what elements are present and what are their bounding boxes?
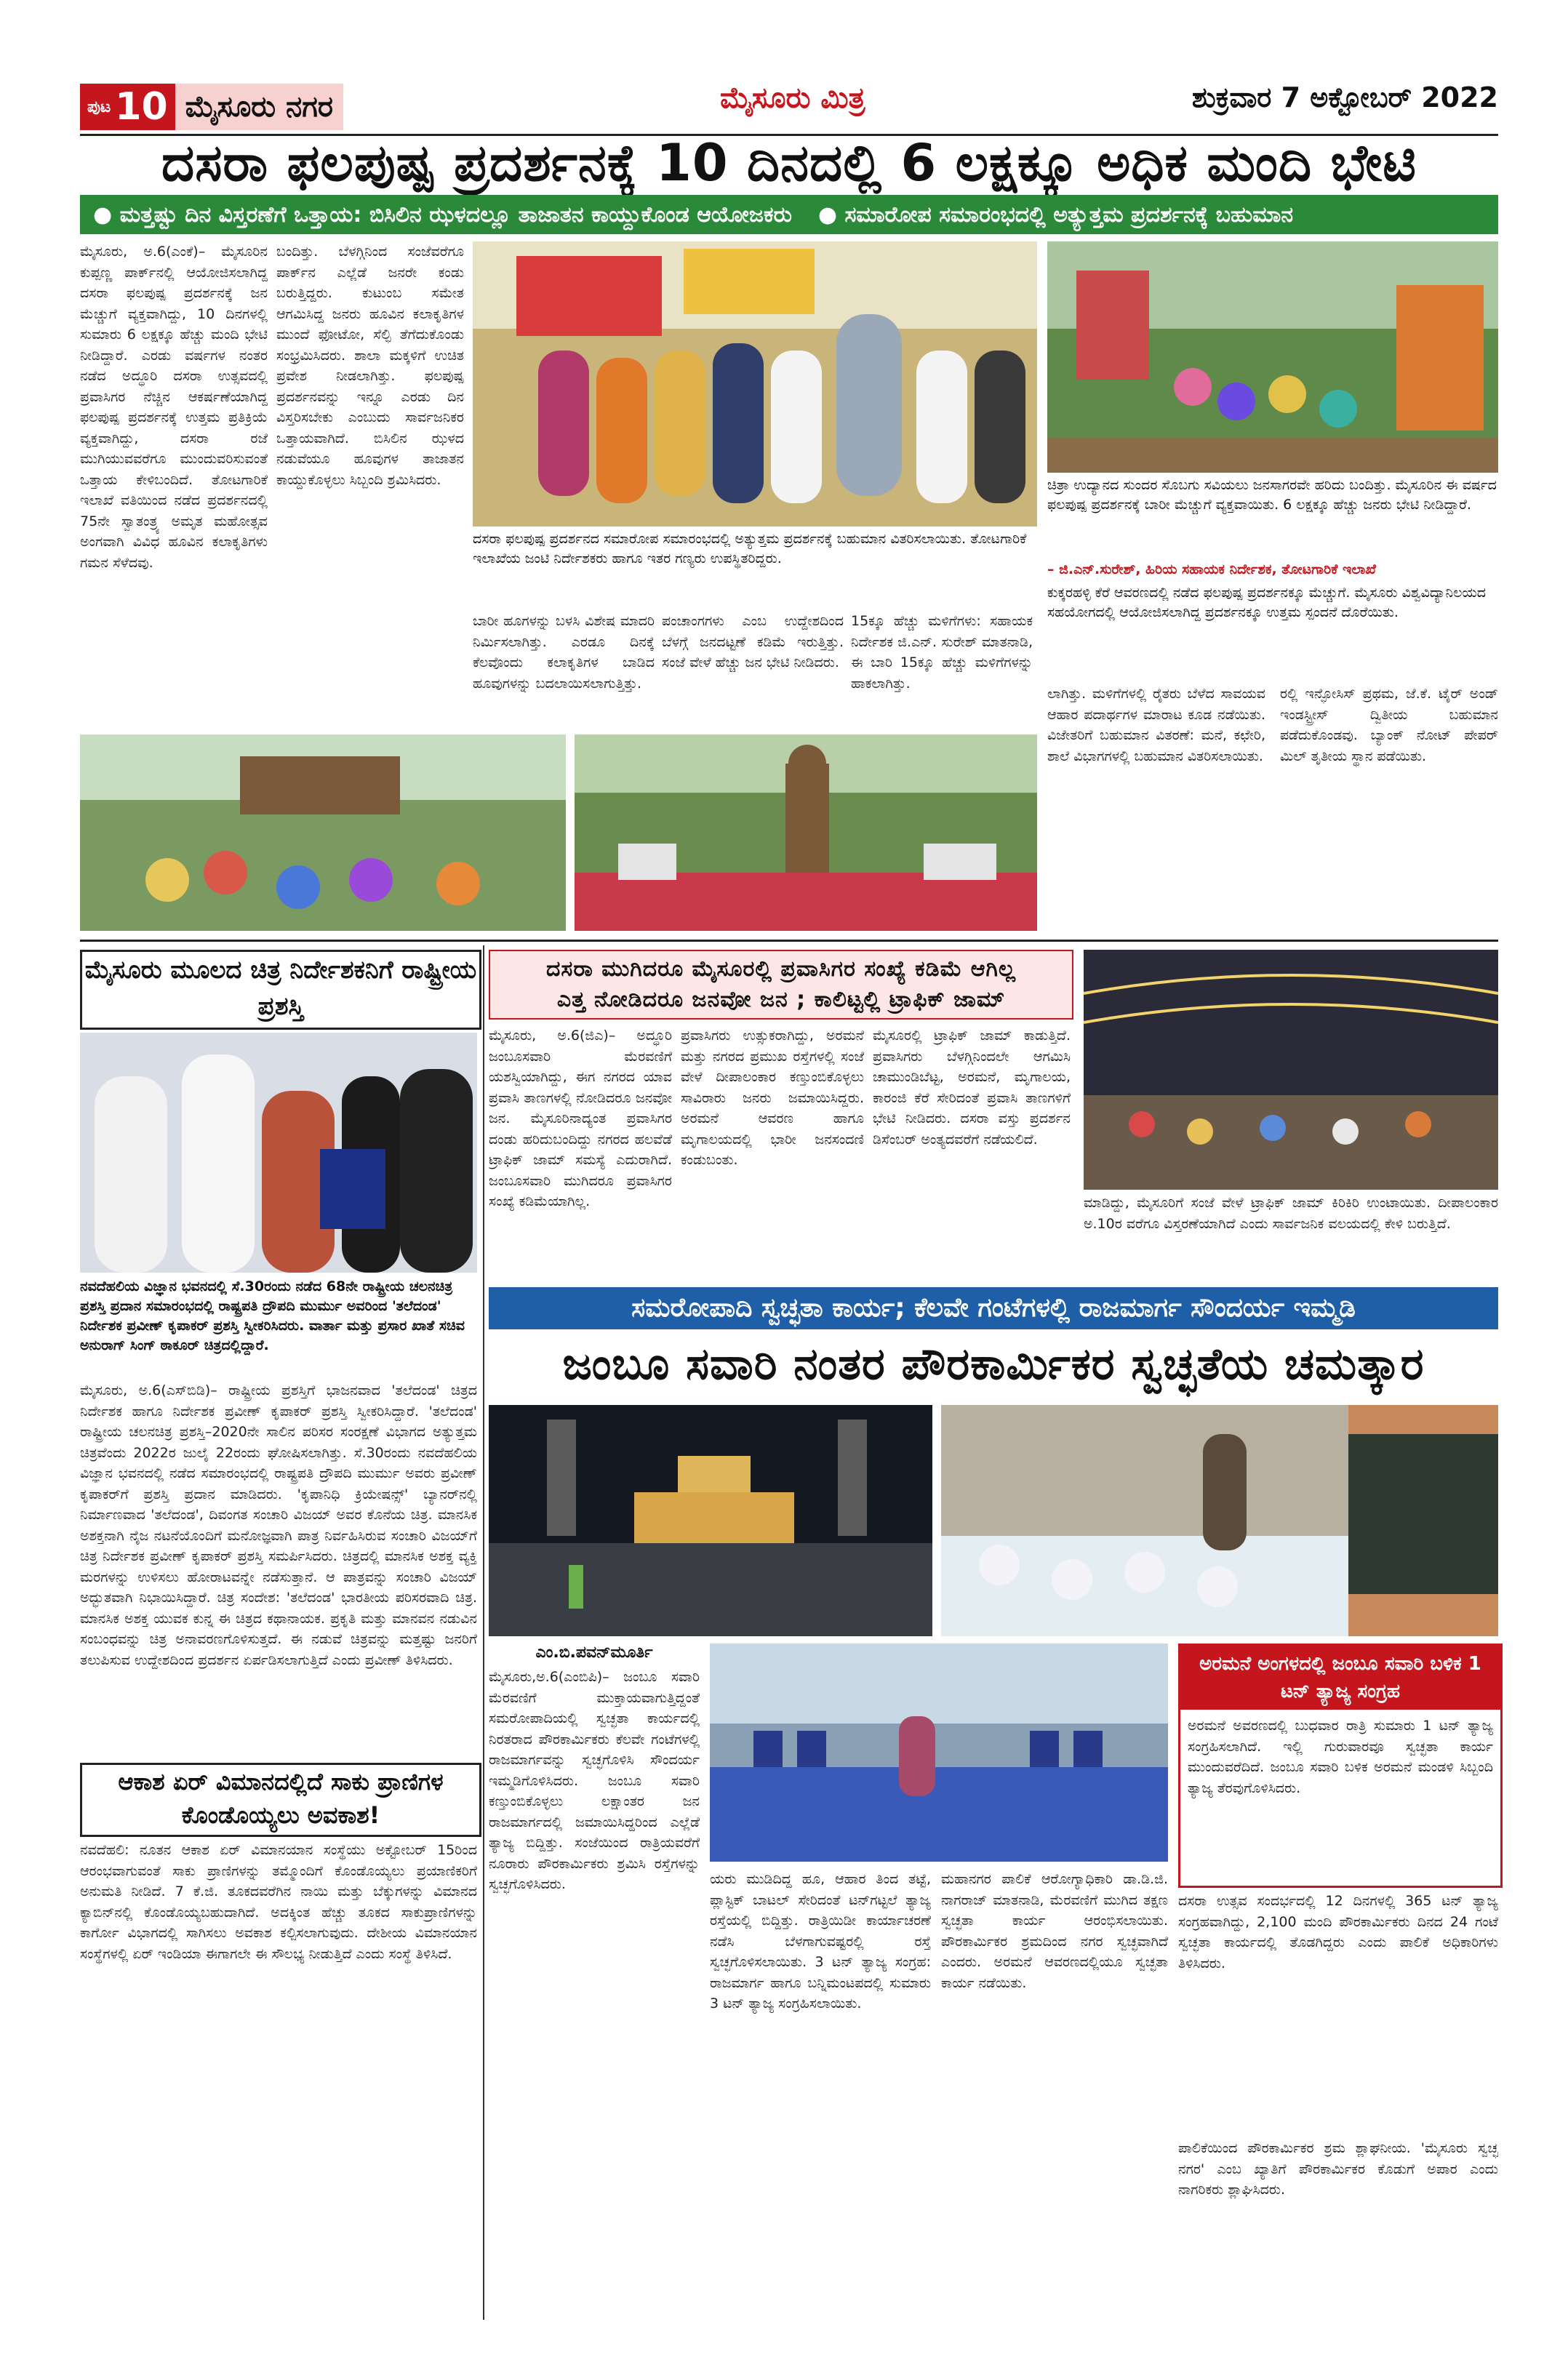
tourist-col-1: ಮೈಸೂರು, ಅ.6(ಜಿಎ)– ಅದ್ಧೂರಿ ಜಂಬೂಸವಾರಿ ಮೆರವಣಿಗೆ ಯಶಸ್ವಿಯಾಗಿದ್ದು, ಈಗ ನಗರದ ಯಾವ ಪ್ರವಾಸಿ ತಾಣಗಳಲ್ಲಿ ನೋಡಿದರೂ ಜನವೋ ಜನ. ಮೈಸೂರಿನಾದ್ಯಂತ ಪ್ರವಾಸಿಗರ ದಂಡು ಹರಿದುಬಂದಿದ್ದು ನಗರದ ಹಲವೆಡೆ ಟ್ರಾಫಿಕ್ ಜಾಮ್ ಸಮಸ್ಯೆ ಎದುರಾಗಿದೆ. ಜಂಬೂಸವಾರಿ ಮುಗಿದರೂ ಪ್ರವಾಸಿಗರ ಸಂಖ್ಯೆ ಕಡಿಮೆಯಾಗಿಲ್ಲ. (489, 1028, 672, 1209)
lead-subhead-left: ● ಮತ್ತಷ್ಟು ದಿನ ವಿಸ್ತರಣೆಗೆ ಒತ್ತಾಯ: ಬಿಸಿಲಿನ ಝಳದಲ್ಲೂ ತಾಜಾತನ ಕಾಯ್ದುಕೊಂಡ ಆಯೋಜಕರು (93, 201, 792, 228)
kukkarahalli-note: ಕುಕ್ಕರಹಳ್ಳಿ ಕೆರೆ ಆವರಣದಲ್ಲಿ ನಡೆದ ಫಲಪುಷ್ಪ ಪ್ರದರ್ಶನಕ್ಕೂ ಮೆಚ್ಚುಗೆ. ಮೈಸೂರು ವಿಶ್ವವಿದ್ಯಾನಿಲಯದ ಸಹಯೋಗದಲ್ಲಿ ಆಯೋಜಿಸಲಾಗಿದ್ದ ಪ್ರದರ್ಶನಕ್ಕೂ ಉತ್ತಮ ಸ್ಪಂದನೆ ದೊರೆಯಿತು. (1047, 585, 1487, 620)
tourist-headline-line-1: ದಸರಾ ಮುಗಿದರೂ ಮೈಸೂರಲ್ಲಿ ಪ್ರವಾಸಿಗರ ಸಂಖ್ಯೆ ಕಡಿಮೆ ಆಗಿಲ್ಲ (546, 956, 1016, 982)
award-ceremony-photo (80, 1033, 477, 1273)
page-number-box (80, 84, 175, 130)
tourist-col-2: ಪ್ರವಾಸಿಗರು ಉತ್ಸುಕರಾಗಿದ್ದು, ಅರಮನೆ ಮತ್ತು ನಗರದ ಪ್ರಮುಖ ರಸ್ತೆಗಳಲ್ಲಿ ಸಂಜೆ ವೇಳೆ ದೀಪಾಲಂಕಾರ ಕಣ್ತುಂಬಿಕೊಳ್ಳಲು ಸಾವಿರಾರು ಜನರು ಜಮಾಯಿಸಿದ್ದರು. ಅರಮನೆ ಆವರಣ ಹಾಗೂ ಮೃಗಾಲಯದಲ್ಲಿ ಭಾರೀ ಜನಸಂದಣಿ ಕಂಡುಬಂತು. (681, 1028, 864, 1168)
statue-display-photo (575, 734, 1037, 931)
lead-subhead-bar (80, 195, 1498, 234)
park-photo-caption: ಚಿತ್ರಾ ಉದ್ಯಾನದ ಸುಂದರ ಸೊಬಗು ಸವಿಯಲು ಜನಸಾಗರವೇ ಹರಿದು ಬಂದಿತ್ತು. ಮೈಸೂರಿನ ಈ ವರ್ಷದ ಫಲಪುಷ್ಪ ಪ್ರದರ್ಶನಕ್ಕೆ ಬಾರೀ ಮೆಚ್ಚುಗೆ ವ್ಯಕ್ತವಾಯಿತು. 6 ಲಕ್ಷಕ್ಕೂ ಹೆಚ್ಚು ಜನರು ಭೇಟಿ ನೀಡಿದ್ದಾರೆ. (1047, 477, 1497, 513)
ceremony-photo-caption: ದಸರಾ ಫಲಪುಷ್ಪ ಪ್ರದರ್ಶನದ ಸಮಾರೋಪ ಸಮಾರಂಭದಲ್ಲಿ ಅತ್ಯುತ್ತಮ ಪ್ರದರ್ಶನಕ್ಕೆ ಬಹುಮಾನ ವಿತರಿಸಲಾಯಿತು. ತೋಟಗಾರಿಕೆ ಇಲಾಖೆಯ ಜಂಟಿ ನಿರ್ದೇಶಕರು ಹಾಗೂ ಇತರ ಗಣ್ಯರು ಉಪಸ್ಥಿತರಿದ್ದರು. (473, 531, 1027, 567)
tourist-col-4: ಮಾಡಿದ್ದು, ಮೈಸೂರಿಗೆ ಸಂಜೆ ವೇಳೆ ಟ್ರಾಫಿಕ್ ಜಾಮ್ ಕಿರಿಕಿರಿ ಉಂಟಾಯಿತು. ದೀಪಾಲಂಕಾರ ಅ.10ರ ವರೆಗೂ ವಿಸ್ತರಣೆಯಾಗಿದೆ ಎಂದು ಸಾರ್ವಜನಿಕ ವಲಯದಲ್ಲಿ ಕೇಳಿ ಬರುತ್ತಿದೆ. (1084, 1195, 1498, 1232)
park-photo-credit: – ಜಿ.ಎನ್.ಸುರೇಶ್, ಹಿರಿಯ ಸಹಾಯಕ ನಿರ್ದೇಶಕ, ತೋಟಗಾರಿಕೆ ಇಲಾಖೆ (1047, 561, 1377, 577)
palace-waste-sidebar (1178, 1644, 1503, 1888)
award-headline: ಮೈಸೂರು ಮೂಲದ ಚಿತ್ರ ನಿರ್ದೇಶಕನಿಗೆ ರಾಷ್ಟ್ರೀಯ ಪ್ರಶಸ್ತಿ (80, 950, 481, 1030)
lead-mid-col-1: ಬಾರೀ ಹೂಗಳನ್ನು ಬಳಸಿ ವಿಶೇಷ ಮಾದರಿ ನಿರ್ಮಿಸಲಾಗಿತ್ತು. ಎರಡೂ ದಿನಕ್ಕೆ ಕೆಲವೊಂದು ಕಲಾಕೃತಿಗಳ ಬಾಡಿದ ಹೂವುಗಳನ್ನು ಬದಲಾಯಿಸಲಾಗುತ್ತಿತ್ತು. (473, 613, 655, 692)
page-number: 10 (115, 85, 168, 129)
lead-mid-col-3: 15ಕ್ಕೂ ಹೆಚ್ಚು ಮಳಿಗೆಗಳು: ಸಹಾಯಕ ನಿರ್ದೇಶಕ ಜಿ.ಎನ್. ಸುರೇಶ್ ಮಾತನಾಡಿ, ಈ ಬಾರಿ 15ಕ್ಕೂ ಹೆಚ್ಚು ಮಳಿಗೆಗಳನ್ನು ಹಾಕಲಾಗಿತ್ತು. (851, 613, 1033, 692)
flower-show-crowd-photo (80, 734, 566, 931)
sidebar-body: ಅರಮನೆ ಅವರಣದಲ್ಲಿ ಬುಧವಾರ ರಾತ್ರಿ ಸುಮಾರು 1 ಟನ್ ತ್ಯಾಜ್ಯ ಸಂಗ್ರಹಿಸಲಾಗಿದೆ. ಇಲ್ಲಿ ಗುರುವಾರವೂ ಸ್ವಚ್ಛತಾ ಕಾರ್ಯ ಮುಂದುವರೆದಿದೆ. ಜಂಬೂ ಸವಾರಿ ಬಳಿಕ ಅರಮನೆ ಮಂಡಳಿ ಸಿಬ್ಬಂದಿ ತ್ಯಾಜ್ಯ ತೆರವುಗೊಳಿಸಿದರು. (1188, 1718, 1493, 1796)
tourist-headline (489, 950, 1073, 1020)
lead-subhead-right: ● ಸಮಾರೋಪ ಸಮಾರಂಭದಲ್ಲಿ ಅತ್ಯುತ್ತಮ ಪ್ರದರ್ಶನಕ್ಕೆ ಬಹುಮಾನ (817, 201, 1294, 228)
sidebar-title: ಅರಮನೆ ಅಂಗಳದಲ್ಲಿ ಜಂಬೂ ಸವಾರಿ ಬಳಿಕ 1 ಟನ್ ತ್ಯಾಜ್ಯ ಸಂಗ್ರಹ (1180, 1646, 1500, 1710)
park-crowd-photo (1047, 241, 1498, 473)
lead-mid-col-5: ರಲ್ಲಿ ಇನ್ಫೋಸಿಸ್ ಪ್ರಥಮ, ಜೆ.ಕೆ. ಟೈರ್ ಅಂಡ್ ಇಂಡಸ್ಟ್ರೀಸ್ ದ್ವಿತೀಯ ಬಹುಮಾನ ಪಡೆದುಕೊಂಡವು. ಬ್ಯಾಂಕ್ ನೋಟ್ ಪೇಪರ್ ಮಿಲ್ ತೃತೀಯ ಸ್ಥಾನ ಪಡೆಯಿತು. (1280, 686, 1498, 764)
airline-body: ನವದೆಹಲಿ: ನೂತನ ಆಕಾಶ ಏರ್ ವಿಮಾನಯಾನ ಸಂಸ್ಥೆಯು ಅಕ್ಟೋಬರ್ 15ರಿಂದ ಆರಂಭವಾಗುವಂತೆ ಸಾಕು ಪ್ರಾಣಿಗಳನ್ನು ತಮ್ಮೊಂದಿಗೆ ಕೊಂಡೊಯ್ಯಲು ಪ್ರಯಾಣಿಕರಿಗೆ ಅನುಮತಿ ನೀಡಿದೆ. 7 ಕೆ.ಜಿ. ತೂಕದವರೆಗಿನ ನಾಯಿ ಮತ್ತು ಬೆಕ್ಕುಗಳನ್ನು ವಿಮಾನದ ಕ್ಯಾಬಿನ್‌ನಲ್ಲಿ ಕೊಂಡೊಯ್ಯಬಹುದಾಗಿದೆ. ಅದಕ್ಕಿಂತ ಹೆಚ್ಚು ತೂಕದ ಸಾಕುಪ್ರಾಣಿಗಳನ್ನು ಕಾರ್ಗೋ ವಿಭಾಗದಲ್ಲಿ ಸಾಗಿಸಲು ಅವಕಾಶ ಕಲ್ಪಿಸಲಾಗುವುದು. ದೇಶೀಯ ವಿಮಾನಯಾನ ಸಂಸ್ಥೆಗಳಲ್ಲಿ ಏರ್ ಇಂಡಿಯಾ ಈಗಾಗಲೇ ಈ ಸೌಲಭ್ಯ ನೀಡುತ್ತಿದೆ ಎಂದು ಸಂಸ್ಥೆ ತಿಳಿಸಿದೆ. (80, 1842, 477, 1962)
night-cleanup-photo (489, 1405, 932, 1636)
lead-mid-col-4: ಲಾಗಿತ್ತು. ಮಳಿಗೆಗಳಲ್ಲಿ ರೈತರು ಬೆಳೆದ ಸಾವಯವ ಆಹಾರ ಪದಾರ್ಥಗಳ ಮಾರಾಟ ಕೂಡ ನಡೆಯಿತು. ವಿಜೇತರಿಗೆ ಬಹುಮಾನ ವಿತರಣೆ: ಮನೆ, ಕಛೇರಿ, ಶಾಲೆ ವಿಭಾಗಗಳಲ್ಲಿ ಬಹುಮಾನ ವಿತರಿಸಲಾಯಿತು. (1047, 686, 1265, 764)
page-word: ಪುಟ (87, 97, 111, 116)
lead-mid-col-2: ಪಂಚಾಂಗಗಳು ಎಂಬ ಉದ್ದೇಶದಿಂದ ಬೆಳಗ್ಗೆ ಜನದಟ್ಟಣೆ ಕಡಿಮೆ ಇರುತ್ತಿತ್ತು. ಸಂಜೆ ವೇಳೆ ಹೆಚ್ಚು ಜನ ಭೇಟಿ ನೀಡಿದರು. (662, 613, 844, 670)
cleanup-headline: ಜಂಬೂ ಸವಾರಿ ನಂತರ ಪೌರಕಾರ್ಮಿಕರ ಸ್ವಚ್ಛತೆಯ ಚಮತ್ಕಾರ (562, 1339, 1425, 1390)
section-name: ಮೈಸೂರು ನಗರ (175, 84, 343, 130)
lead-col-2: ಬಂದಿತ್ತು. ಬೆಳಗ್ಗಿನಿಂದ ಸಂಜೆವರೆಗೂ ಪಾರ್ಕ್‌ನ ಎಲ್ಲೆಡೆ ಜನರೇ ಕಂಡು ಬರುತ್ತಿದ್ದರು. ಕುಟುಂಬ ಸಮೇತ ಆಗಮಿಸಿದ್ದ ಜನರು ಹೂವಿನ ಕಲಾಕೃತಿಗಳ ಮುಂದೆ ಫೋಟೋ, ಸೆಲ್ಫಿ ತೆಗೆದುಕೊಂಡು ಸಂಭ್ರಮಿಸಿದರು. ಶಾಲಾ ಮಕ್ಕಳಿಗೆ ಉಚಿತ ಪ್ರವೇಶ ನೀಡಲಾಗಿತ್ತು. ಫಲಪುಷ್ಪ ಪ್ರದರ್ಶನವನ್ನು ಇನ್ನೂ ಎರಡು ದಿನ ವಿಸ್ತರಿಸಬೇಕು ಎಂಬುದು ಸಾರ್ವಜನಿಕರ ಒತ್ತಾಯವಾಗಿದೆ. ಬಿಸಿಲಿನ ಝಳದ ನಡುವೆಯೂ ಹೂವುಗಳ ತಾಜಾತನ ಕಾಯ್ದುಕೊಳ್ಳಲು ಸಿಬ್ಬಂದಿ ಶ್ರಮಿಸಿದರು. (276, 244, 464, 488)
paper-name: ಮೈಸೂರು ಮಿತ್ರ (720, 81, 865, 115)
award-photo-caption: ನವದೆಹಲಿಯ ವಿಜ್ಞಾನ ಭವನದಲ್ಲಿ ಸೆ.30ರಂದು ನಡೆದ 68ನೇ ರಾಷ್ಟ್ರೀಯ ಚಲನಚಿತ್ರ ಪ್ರಶಸ್ತಿ ಪ್ರದಾನ ಸಮಾರಂಭದಲ್ಲಿ ರಾಷ್ಟ್ರಪತಿ ದ್ರೌಪದಿ ಮುರ್ಮು ಅವರಿಂದ 'ತಲೆದಂಡ' ನಿರ್ದೇಶಕ ಪ್ರವೀಣ್ ಕೃಪಾಕರ್ ಪ್ರಶಸ್ತಿ ಸ್ವೀಕರಿಸಿದರು. ವಾರ್ತಾ ಮತ್ತು ಪ್ರಸಾರ ಖಾತೆ ಸಚಿವ ಅನುರಾಗ್ ಸಿಂಗ್ ಠಾಕೂರ್ ಚಿತ್ರದಲ್ಲಿದ್ದಾರೆ. (80, 1278, 465, 1353)
lead-headline: ದಸರಾ ಫಲಪುಷ್ಪ ಪ್ರದರ್ಶನಕ್ಕೆ 10 ದಿನದಲ್ಲಿ 6 ಲಕ್ಷಕ್ಕೂ ಅಧಿಕ ಮಂದಿ ಭೇಟಿ (161, 133, 1417, 193)
tourist-col-3: ಮೈಸೂರಲ್ಲಿ ಟ್ರಾಫಿಕ್ ಜಾಮ್ ಕಾಡುತ್ತಿದೆ. ಪ್ರವಾಸಿಗರು ಬೆಳಗ್ಗಿನಿಂದಲೇ ಆಗಮಿಸಿ ಚಾಮುಂಡಿಬೆಟ್ಟ, ಅರಮನೆ, ಮೃಗಾಲಯ, ಕಾರಂಜಿ ಕೆರೆ ಸೇರಿದಂತೆ ಪ್ರವಾಸಿ ತಾಣಗಳಿಗೆ ಭೇಟಿ ನೀಡಿದರು. ದಸರಾ ವಸ್ತು ಪ್ರದರ್ಶನ ಡಿಸೆಂಬರ್ ಅಂತ್ಯದವರೆಗೆ ನಡೆಯಲಿದೆ. (873, 1028, 1071, 1148)
dateline: ಶುಕ್ರವಾರ 7 ಅಕ್ಟೋಬರ್ 2022 (1191, 81, 1498, 113)
cleanup-col-3: ಮಹಾನಗರ ಪಾಲಿಕೆ ಆರೋಗ್ಯಾಧಿಕಾರಿ ಡಾ.ಡಿ.ಜಿ. ನಾಗರಾಜ್ ಮಾತನಾಡಿ, ಮೆರವಣಿಗೆ ಮುಗಿದ ತಕ್ಷಣ ಸ್ವಚ್ಛತಾ ಕಾರ್ಯ ಆರಂಭಿಸಲಾಯಿತು. ಪೌರಕಾರ್ಮಿಕರ ಶ್ರಮದಿಂದ ನಗರ ಸ್ವಚ್ಛವಾಗಿದೆ ಎಂದರು. ಅರಮನೆ ಆವರಣದಲ್ಲಿಯೂ ಸ್ವಚ್ಛತಾ ಕಾರ್ಯ ನಡೆಯಿತು. (941, 1871, 1168, 1991)
lead-col-1: ಮೈಸೂರು, ಅ.6(ಎಂಕೆ)– ಮೈಸೂರಿನ ಕುಪ್ಪಣ್ಣ ಪಾರ್ಕ್‌ನಲ್ಲಿ ಆಯೋಜಿಸಲಾಗಿದ್ದ ದಸರಾ ಫಲಪುಷ್ಪ ಪ್ರದರ್ಶನಕ್ಕೆ ಜನ ಮೆಚ್ಚುಗೆ ವ್ಯಕ್ತವಾಗಿದ್ದು, 10 ದಿನಗಳಲ್ಲಿ ಸುಮಾರು 6 ಲಕ್ಷಕ್ಕೂ ಹೆಚ್ಚು ಮಂದಿ ಭೇಟಿ ನೀಡಿದ್ದಾರೆ. ಎರಡು ವರ್ಷಗಳ ನಂತರ ನಡೆದ ಅದ್ಧೂರಿ ದಸರಾ ಉತ್ಸವದಲ್ಲಿ ಪ್ರವಾಸಿಗರ ನೆಚ್ಚಿನ ಆಕರ್ಷಣೆಯಾಗಿದ್ದ ಫಲಪುಷ್ಪ ಪ್ರದರ್ಶನಕ್ಕೆ ಉತ್ತಮ ಪ್ರತಿಕ್ರಿಯೆ ವ್ಯಕ್ತವಾಗಿದ್ದು, ದಸರಾ ರಜೆ ಮುಗಿಯುವವರೆಗೂ ಮುಂದುವರಿಸುವಂತೆ ಒತ್ತಾಯ ಕೇಳಿಬಂದಿದೆ. ತೋಟಗಾರಿಕೆ ಇಲಾಖೆ ವತಿಯಿಂದ ನಡೆದ ಪ್ರದರ್ಶನದಲ್ಲಿ 75ನೇ ಸ್ವಾತಂತ್ರ್ಯ ಅಮೃತ ಮಹೋತ್ಸವ ಅಂಗವಾಗಿ ವಿವಿಧ ಹೂವಿನ ಕಲಾಕೃತಿಗಳು ಗಮನ ಸೆಳೆದವು. (80, 244, 268, 571)
cleanup-byline: ಎಂ.ಬಿ.ಪವನ್‌ಮೂರ್ತಿ (535, 1644, 653, 1662)
section-divider-1 (80, 940, 1498, 942)
cleanup-col-4: ಪಾಲಿಕೆಯಿಂದ ಪೌರಕಾರ್ಮಿಕರ ಶ್ರಮ ಶ್ಲಾಘನೀಯ. 'ಮೈಸೂರು ಸ್ವಚ್ಛ ನಗರ' ಎಂಬ ಖ್ಯಾತಿಗೆ ಪೌರಕಾರ್ಮಿಕರ ಕೊಡುಗೆ ಅಪಾರ ಎಂದು ನಾಗರಿಕರು ಶ್ಲಾಘಿಸಿದರು. (1178, 2140, 1498, 2198)
cleanup-col-2: ಯರು ಮುಡಿದಿದ್ದ ಹೂ, ಆಹಾರ ತಿಂದ ತಟ್ಟೆ, ಪ್ಲಾಸ್ಟಿಕ್ ಬಾಟಲ್ ಸೇರಿದಂತೆ ಟನ್‌ಗಟ್ಟಲೆ ತ್ಯಾಜ್ಯ ರಸ್ತೆಯಲ್ಲಿ ಬಿದ್ದಿತ್ತು. ರಾತ್ರಿಯಿಡೀ ಕಾರ್ಯಾಚರಣೆ ನಡೆಸಿ ಬೆಳಗಾಗುವಷ್ಟರಲ್ಲಿ ರಸ್ತೆ ಸ್ವಚ್ಛಗೊಳಿಸಲಾಯಿತು. 3 ಟನ್ ತ್ಯಾಜ್ಯ ಸಂಗ್ರಹ: ರಾಜಮಾರ್ಗ ಹಾಗೂ ಬನ್ನಿಮಂಟಪದಲ್ಲಿ ಸುಮಾರು 3 ಟನ್ ತ್ಯಾಜ್ಯ ಸಂಗ್ರಹಿಸಲಾಯಿತು. (710, 1871, 931, 2011)
night-lights-crowd-photo (1084, 950, 1498, 1190)
plastic-waste-photo (941, 1405, 1498, 1636)
cleanup-sidebar-more: ದಸರಾ ಉತ್ಸವ ಸಂದರ್ಭದಲ್ಲಿ 12 ದಿನಗಳಲ್ಲಿ 365 ಟನ್ ತ್ಯಾಜ್ಯ ಸಂಗ್ರಹವಾಗಿದ್ದು, 2,100 ಮಂದಿ ಪೌರಕಾರ್ಮಿಕರು ದಿನದ 24 ಗಂಟೆ ಸ್ವಚ್ಛತಾ ಕಾರ್ಯದಲ್ಲಿ ತೊಡಗಿದ್ದರು ಎಂದು ಪಾಲಿಕೆ ಅಧಿಕಾರಿಗಳು ತಿಳಿಸಿದರು. (1178, 1893, 1498, 1971)
ceremony-photo (473, 241, 1037, 527)
tourist-headline-line-2: ಎತ್ತ ನೋಡಿದರೂ ಜನವೋ ಜನ ; ಕಾಲಿಟ್ಟಲ್ಲಿ ಟ್ರಾಫಿಕ್ ಜಾಮ್ (556, 987, 1006, 1012)
masthead-left (80, 81, 393, 132)
column-divider (483, 945, 484, 2320)
chairs-cleanup-photo (710, 1644, 1168, 1862)
cleanup-bar: ಸಮರೋಪಾದಿ ಸ್ವಚ್ಛತಾ ಕಾರ್ಯ; ಕೆಲವೇ ಗಂಟೆಗಳಲ್ಲಿ ರಾಜಮಾರ್ಗ ಸೌಂದರ್ಯ ಇಮ್ಮಡಿ (489, 1287, 1498, 1329)
award-body: ಮೈಸೂರು, ಅ.6(ಎಸ್‌ಬಿಡಿ)– ರಾಷ್ಟ್ರೀಯ ಪ್ರಶಸ್ತಿಗೆ ಭಾಜನವಾದ 'ತಲೆದಂಡ' ಚಿತ್ರದ ನಿರ್ದೇಶಕ ಹಾಗೂ ನಿರ್ದೇಶಕ ಪ್ರವೀಣ್ ಕೃಪಾಕರ್ ಪ್ರಶಸ್ತಿ ಸ್ವೀಕರಿಸಿದ್ದಾರೆ. 'ತಲೆದಂಡ' ರಾಷ್ಟ್ರೀಯ ಚಲನಚಿತ್ರ ಪ್ರಶಸ್ತಿ–2020ನೇ ಸಾಲಿನ ಪರಿಸರ ಸಂರಕ್ಷಣೆ ವಿಭಾಗದ ಅತ್ಯುತ್ತಮ ಚಿತ್ರವೆಂದು 2022ರ ಜುಲೈ 22ರಂದು ಘೋಷಿಸಲಾಗಿತ್ತು. ಸೆ.30ರಂದು ನವದೆಹಲಿಯ ವಿಜ್ಞಾನ ಭವನದಲ್ಲಿ ನಡೆದ ಸಮಾರಂಭದಲ್ಲಿ ರಾಷ್ಟ್ರಪತಿ ದ್ರೌಪದಿ ಮುರ್ಮು ಅವರು ಪ್ರವೀಣ್ ಕೃಪಾಕರ್‌ಗೆ ಪ್ರಶಸ್ತಿ ಪ್ರದಾನ ಮಾಡಿದರು. 'ಕೃಪಾನಿಧಿ ಕ್ರಿಯೇಷನ್ಸ್' ಬ್ಯಾನರ್‌ನಲ್ಲಿ ನಿರ್ಮಾಣವಾದ 'ತಲೆದಂಡ', ದಿವಂಗತ ಸಂಚಾರಿ ವಿಜಯ್ ಅವರ ಕೊನೆಯ ಚಿತ್ರ. ಮಾನಸಿಕ ಅಶಕ್ತನಾಗಿ ನೈಜ ನಟನೆಯೊಂದಿಗೆ ಮನೋಜ್ಞವಾಗಿ ಪಾತ್ರ ನಿರ್ವಹಿಸಿರುವ ಸಂಚಾರಿ ವಿಜಯ್‌ಗೆ ಚಿತ್ರ ನಿರ್ದೇಶಕ ಪ್ರವೀಣ್ ಕೃಪಾಕರ್ ಪ್ರಶಸ್ತಿ ಸಮರ್ಪಿಸಿದರು. ಚಿತ್ರದಲ್ಲಿ ಮಾನಸಿಕ ಅಶಕ್ತ ವ್ಯಕ್ತಿ ಮರಗಳನ್ನು ಉಳಿಸಲು ಹೋರಾಟವನ್ನೇ ನಡೆಸುತ್ತಾನೆ. ಆ ಪಾತ್ರವನ್ನು ಸಂಚಾರಿ ವಿಜಯ್ ಅದ್ಭುತವಾಗಿ ನಿಭಾಯಿಸಿದ್ದಾರೆ. ಚಿತ್ರ ಸಂದೇಶ: 'ತಲೆದಂಡ' ಭಾರತೀಯ ಪರಿಸರವಾದಿ ಚಿತ್ರ. ಮಾನಸಿಕ ಅಶಕ್ತ ಯುವಕ ಕುನ್ನ ಈ ಚಿತ್ರದ ಕಥಾನಾಯಕ. ಪ್ರಕೃತಿ ಮತ್ತು ಮಾನವನ ನಡುವಿನ ಸಂಬಂಧವನ್ನು ಚಿತ್ರ ಅನಾವರಣಗೊಳಿಸುತ್ತದೆ. ಈ ನಡುವೆ ಚಿತ್ರವನ್ನು ಮತ್ತಷ್ಟು ಜನರಿಗೆ ತಲುಪಿಸುವ ಉದ್ದೇಶದಿಂದ ಪ್ರದರ್ಶನ ಏರ್ಪಡಿಸಲಾಗುತ್ತಿದೆ ಎಂದು ಪ್ರವೀಣ್ ತಿಳಿಸಿದರು. (80, 1382, 477, 1668)
cleanup-col-1: ಮೈಸೂರು,ಅ.6(ಎಂಬಿಪಿ)– ಜಂಬೂ ಸವಾರಿ ಮೆರವಣಿಗೆ ಮುಕ್ತಾಯವಾಗುತ್ತಿದ್ದಂತೆ ಸಮರೋಪಾದಿಯಲ್ಲಿ ಸ್ವಚ್ಛತಾ ಕಾರ್ಯದಲ್ಲಿ ನಿರತರಾದ ಪೌರಕಾರ್ಮಿಕರು ಕೆಲವೇ ಗಂಟೆಗಳಲ್ಲಿ ರಾಜಮಾರ್ಗವನ್ನು ಸ್ವಚ್ಛಗೊಳಿಸಿ ಸೌಂದರ್ಯ ಇಮ್ಮಡಿಗೊಳಿಸಿದರು. ಜಂಬೂ ಸವಾರಿ ಕಣ್ತುಂಬಿಕೊಳ್ಳಲು ಲಕ್ಷಾಂತರ ಜನ ರಾಜಮಾರ್ಗದಲ್ಲಿ ಜಮಾಯಿಸಿದ್ದರಿಂದ ಎಲ್ಲೆಡೆ ತ್ಯಾಜ್ಯ ಬಿದ್ದಿತ್ತು. ಸಂಜೆಯಿಂದ ರಾತ್ರಿಯವರೆಗೆ ನೂರಾರು ಪೌರಕಾರ್ಮಿಕರು ಶ್ರಮಿಸಿ ರಸ್ತೆಗಳನ್ನು ಸ್ವಚ್ಛಗೊಳಿಸಿದರು. (489, 1669, 700, 1892)
airline-headline: ಆಕಾಶ ಏರ್ ವಿಮಾನದಲ್ಲಿದೆ ಸಾಕು ಪ್ರಾಣಿಗಳ ಕೊಂಡೊಯ್ಯಲು ಅವಕಾಶ! (80, 1763, 481, 1837)
